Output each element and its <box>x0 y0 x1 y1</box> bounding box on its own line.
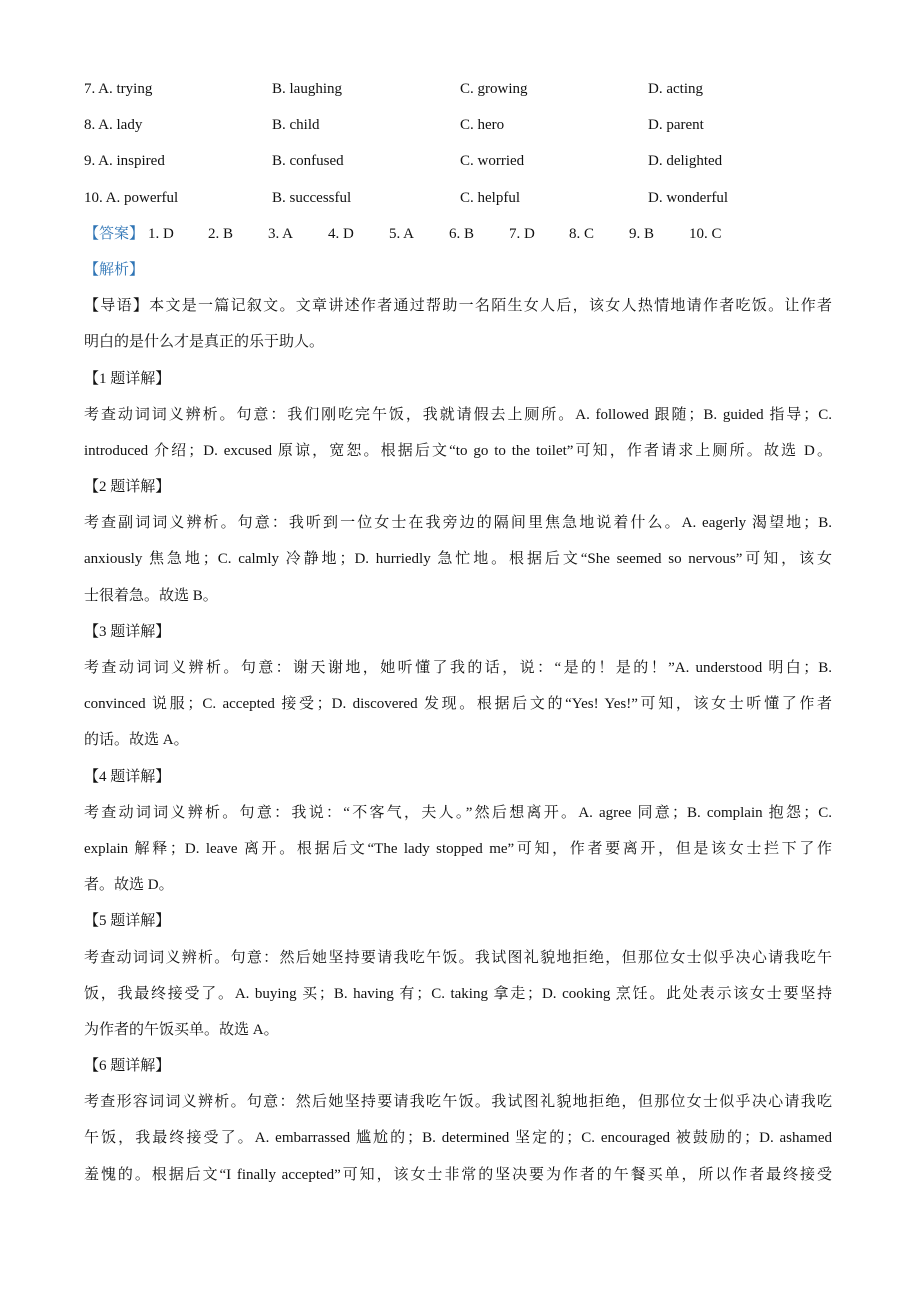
option-item: B. confused <box>272 153 344 170</box>
section-heading: 【6 题详解】 <box>84 1058 171 1075</box>
answer-item: 7. D <box>509 225 535 242</box>
analysis-text-line: 者。故选 D。 <box>84 877 174 894</box>
answer-item: 10. C <box>689 225 722 242</box>
section-heading: 【5 题详解】 <box>84 913 171 930</box>
answer-item: 9. B <box>629 225 655 242</box>
answer-item: 1. D <box>148 225 174 242</box>
option-item: B. successful <box>272 189 352 206</box>
answer-item: 8. C <box>569 225 595 242</box>
analysis-text-line: 明白的是什么才是真正的乐于助人。 <box>84 334 325 351</box>
option-item: D. acting <box>648 81 703 97</box>
analysis-text-line: 考查形容词词义辨析。句意：然后她坚持要请我吃午饭。我试图礼貌地拒绝，但那位女士似乎决心请我吃 <box>84 1094 832 1111</box>
section-heading: 【1 题详解】 <box>84 370 171 387</box>
option-item: C. helpful <box>460 189 520 206</box>
analysis-text-line: 考查副词词义辨析。句意：我听到一位女士在我旁边的隔间里焦急地说着什么。A. eagerly 渴望地；B. <box>84 515 832 532</box>
section-heading: 【2 题详解】 <box>84 479 171 496</box>
section-heading: 【4 题详解】 <box>84 768 171 785</box>
option-item: D. wonderful <box>648 189 728 206</box>
answer-item: 2. B <box>208 225 234 242</box>
analysis-text-line: 【导语】本文是一篇记叙文。文章讲述作者通过帮助一名陌生女人后，该女人热情地请作者吃饭。让作者 <box>84 298 832 315</box>
option-item: D. parent <box>648 117 704 134</box>
option-row <box>84 107 832 143</box>
analysis-text-line: 考查动词词义辨析。句意：我们刚吃完午饭，我就请假去上厕所。A. followed 跟随；B. guided 指导；C. <box>84 406 832 423</box>
answer-item: 4. D <box>328 225 354 242</box>
answer-item: 3. A <box>268 225 294 242</box>
option-item: C. growing <box>460 81 528 97</box>
option-item: B. child <box>272 117 320 134</box>
analysis-text-line: 的话。故选 A。 <box>84 732 189 749</box>
answer-label: 【答案】 <box>84 225 145 242</box>
answer-item: 5. A <box>389 225 415 242</box>
option-row <box>84 71 832 107</box>
analysis-text-line: 考查动词词义辨析。句意：然后她坚持要请我吃午饭。我试图礼貌地拒绝，但那位女士似乎决心请我吃午 <box>84 949 832 966</box>
analysis-text-line: anxiously 焦急地；C. calmly 冷静地；D. hurriedly 急忙地。根据后文“She seemed so nervous”可知，该女 <box>84 551 832 568</box>
option-item: 10. A. powerful <box>84 189 179 206</box>
analysis-label: 【解析】 <box>84 261 145 278</box>
option-row <box>84 180 832 216</box>
answer-row <box>84 216 832 252</box>
document-page <box>84 71 832 1193</box>
analysis-text-line: introduced 介绍；D. excused 原谅，宽恕。根据后文“to go to the toilet”可知，作者请求上厕所。故选 D。 <box>84 442 832 459</box>
option-item: C. worried <box>460 153 525 170</box>
analysis-text-line: 饭，我最终接受了。A. buying 买；B. having 有；C. taking 拿走；D. cooking 烹饪。此处表示该女士要坚持 <box>84 985 832 1002</box>
option-item: 9. A. inspired <box>84 153 165 170</box>
analysis-text-line: explain 解释；D. leave 离开。根据后文“The lady stopped me”可知，作者要离开，但是该女士拦下了作 <box>84 840 832 857</box>
analysis-text-line: 羞愧的。根据后文“I finally accepted”可知，该女士非常的坚决要为作者的午餐买单，所以作者最终接受 <box>84 1166 832 1183</box>
analysis-text-line: 考查动词词义辨析。句意：我说：“不客气，夫人。”然后想离开。A. agree 同意；B. complain 抱怨；C. <box>84 804 832 821</box>
option-row <box>84 143 832 179</box>
section-heading: 【3 题详解】 <box>84 623 171 640</box>
analysis-text-line: convinced 说服；C. accepted 接受；D. discovered 发现。根据后文的“Yes! Yes!”可知，该女士听懂了作者 <box>84 696 832 713</box>
analysis-text-line: 午饭，我最终接受了。A. embarrassed 尴尬的；B. determined 坚定的；C. encouraged 被鼓励的；D. ashamed <box>84 1130 832 1147</box>
answer-item: 6. B <box>449 225 475 242</box>
option-item: C. hero <box>460 117 505 134</box>
option-item: D. delighted <box>648 153 723 170</box>
analysis-text-line: 为作者的午饭买单。故选 A。 <box>84 1021 279 1038</box>
option-item: B. laughing <box>272 81 342 97</box>
option-item: 8. A. lady <box>84 117 143 134</box>
analysis-text-line: 考查动词词义辨析。句意：谢天谢地，她听懂了我的话，说：“是的！是的！”A. understood 明白；B. <box>84 660 832 676</box>
analysis-text-line: 士很着急。故选 B。 <box>84 587 218 604</box>
option-item: 7. A. trying <box>84 81 153 97</box>
